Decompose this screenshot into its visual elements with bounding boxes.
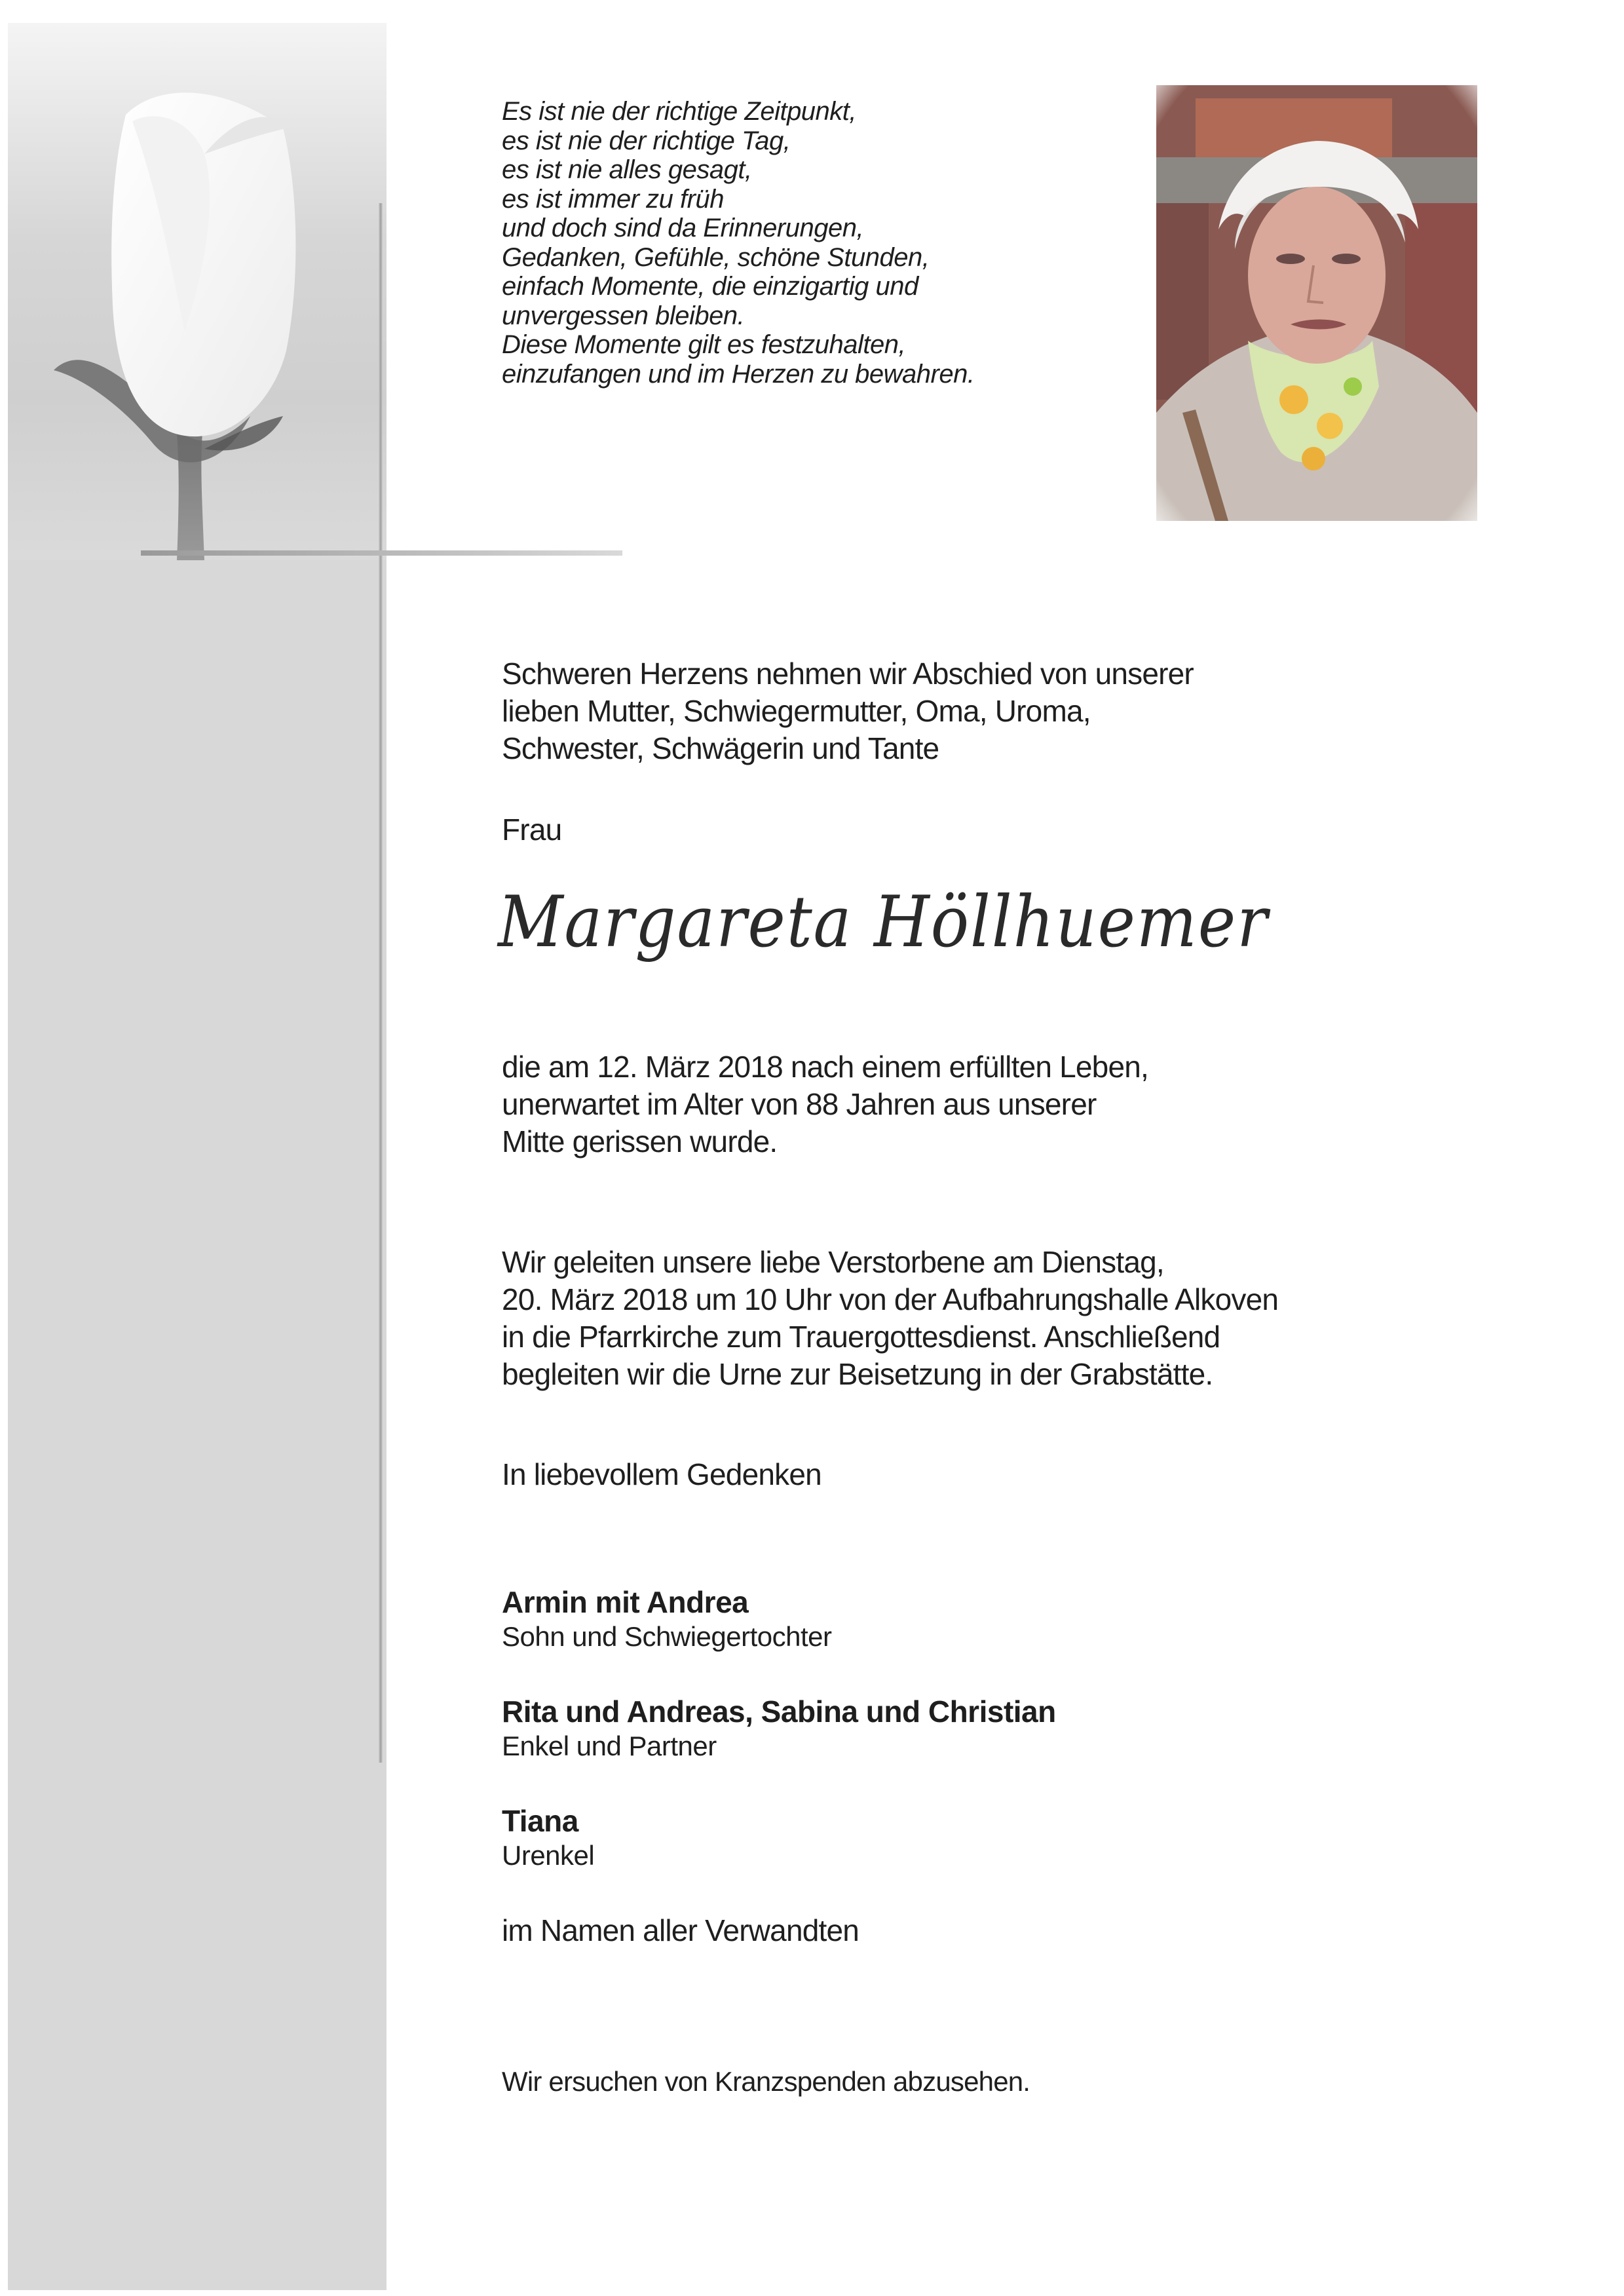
intro-line: Schweren Herzens nehmen wir Abschied von unserer xyxy=(502,657,1194,691)
funeral-line: 20. März 2018 um 10 Uhr von der Aufbahrungshalle Alkoven xyxy=(502,1282,1279,1316)
funeral-line: begleiten wir die Urne zur Beisetzung in der Grabstätte. xyxy=(502,1357,1213,1391)
poem-line: einzufangen und im Herzen zu bewahren. xyxy=(502,359,975,389)
poem-line: Es ist nie der richtige Zeitpunkt, xyxy=(502,97,857,126)
poem xyxy=(502,97,1091,389)
death-notice xyxy=(502,1048,1148,1160)
vertical-divider-line xyxy=(379,203,383,1763)
deceased-name: Margareta Höllhuemer xyxy=(498,881,1269,963)
mourner-entry xyxy=(502,1694,1056,1763)
poem-line: Gedanken, Gefühle, schöne Stunden, xyxy=(502,242,930,272)
mourner-entry xyxy=(502,1584,832,1654)
portrait-photo xyxy=(1156,85,1477,521)
poem-line: einfach Momente, die einzigartig und xyxy=(502,272,918,301)
funeral-line: Wir geleiten unsere liebe Verstorbene am Dienstag, xyxy=(502,1245,1164,1279)
mourner-relation: Enkel und Partner xyxy=(502,1731,717,1761)
intro-text xyxy=(502,655,1194,767)
mourner-relation: Sohn und Schwiegertochter xyxy=(502,1621,832,1652)
mourner-name: Rita und Andreas, Sabina und Christian xyxy=(502,1694,1056,1729)
funeral-line: in die Pfarrkirche zum Trauergottesdienst. Anschließend xyxy=(502,1320,1220,1354)
salutation: Frau xyxy=(502,813,562,847)
poem-line: es ist nie alles gesagt, xyxy=(502,155,752,184)
on-behalf-text: im Namen aller Verwandten xyxy=(502,1913,859,1947)
mourner-name: Tiana xyxy=(502,1804,578,1838)
poem-line: es ist nie der richtige Tag, xyxy=(502,126,791,155)
mourner-entry xyxy=(502,1803,594,1873)
death-notice-line: Mitte gerissen wurde. xyxy=(502,1124,778,1158)
rose-illustration xyxy=(8,23,387,560)
mourner-name: Armin mit Andrea xyxy=(502,1585,749,1619)
mourner-relation: Urenkel xyxy=(502,1840,595,1871)
poem-line: und doch sind da Erinnerungen, xyxy=(502,214,864,242)
intro-line: lieben Mutter, Schwiegermutter, Oma, Uroma, xyxy=(502,694,1091,728)
poem-line: unvergessen bleiben. xyxy=(502,301,745,330)
horizontal-divider-line xyxy=(141,550,622,556)
rose-image xyxy=(8,23,387,560)
closing-text: In liebevollem Gedenken xyxy=(502,1457,821,1491)
wreath-request: Wir ersuchen von Kranzspenden abzusehen. xyxy=(502,2066,1030,2097)
funeral-details xyxy=(502,1244,1278,1393)
portrait-illustration xyxy=(1156,85,1477,521)
death-notice-line: unerwartet im Alter von 88 Jahren aus unserer xyxy=(502,1087,1097,1121)
intro-line: Schwester, Schwägerin und Tante xyxy=(502,731,939,765)
death-notice-line: die am 12. März 2018 nach einem erfüllten Leben, xyxy=(502,1050,1149,1084)
poem-line: Diese Momente gilt es festzuhalten, xyxy=(502,330,906,359)
poem-line: es ist immer zu früh xyxy=(502,184,724,214)
